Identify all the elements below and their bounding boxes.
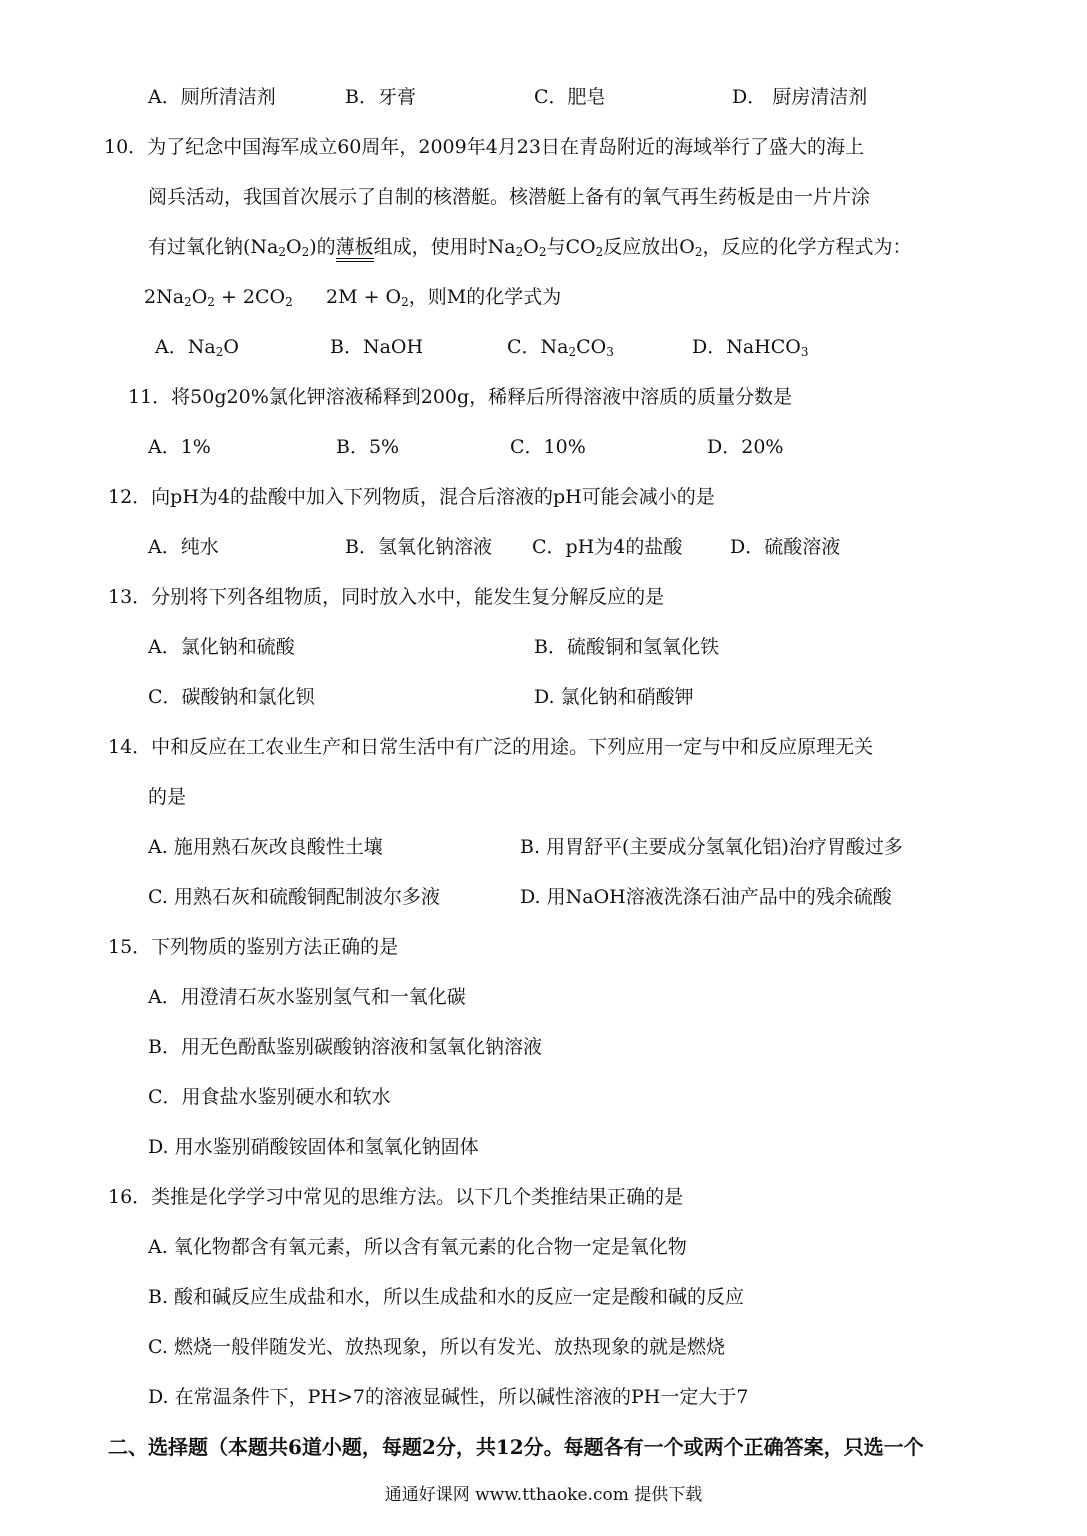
q9-option-b: B．牙膏 bbox=[345, 86, 416, 108]
q9-option-c: C．肥皂 bbox=[534, 86, 606, 108]
q12-option-d: D．硫酸溶液 bbox=[730, 536, 841, 558]
q10-line-3: 有过氧化钠$(Na_2O_2)$的薄板组成，使用时$Na_2O_2$与$CO_2$反应放出$O_2$，反应的化学方程式为： bbox=[148, 234, 911, 265]
q10-option-a: A．$Na_2O$ bbox=[155, 336, 239, 359]
q12-option-b: B．氢氧化钠溶液 bbox=[345, 536, 492, 558]
q10-line-2: 阅兵活动，我国首次展示了自制的核潜艇。核潜艇上备有的氧气再生药板是由一片片涂 bbox=[148, 186, 871, 208]
section-2-heading: 二、选择题（本题共6道小题，每题2分，共12分。每题各有一个或两个正确答案，只选一个 bbox=[108, 1435, 924, 1459]
q14-option-d: D. 用NaOH溶液洗涤石油产品中的残余硫酸 bbox=[520, 886, 892, 908]
q10-equation-right: $2M + O_2$，则M的化学式为 bbox=[326, 286, 562, 309]
q14-stem-cont: 的是 bbox=[148, 786, 187, 808]
q12-option-a: A．纯水 bbox=[148, 536, 219, 558]
q11-stem: 11．将50g20%氯化钾溶液稀释到200g，稀释后所得溶液中溶质的质量分数是 bbox=[128, 386, 793, 408]
q11-option-b: B．5% bbox=[336, 436, 400, 458]
q9-option-a: A．厕所清洁剂 bbox=[148, 86, 276, 108]
q11-option-a: A．1% bbox=[148, 436, 211, 458]
q14-stem: 14．中和反应在工农业生产和日常生活中有广泛的用途。下列应用一定与中和反应原理无关 bbox=[108, 736, 874, 758]
q16-option-a: A. 氧化物都含有氧元素，所以含有氧元素的化合物一定是氧化物 bbox=[148, 1236, 687, 1258]
q15-option-b: B．用无色酚酞鉴别碳酸钠溶液和氢氧化钠溶液 bbox=[148, 1036, 542, 1058]
q13-stem: 13．分别将下列各组物质，同时放入水中，能发生复分解反应的是 bbox=[108, 586, 665, 608]
q14-option-b: B. 用胃舒平(主要成分氢氧化铝)治疗胃酸过多 bbox=[520, 836, 903, 858]
q16-stem: 16．类推是化学学习中常见的思维方法。以下几个类推结果正确的是 bbox=[108, 1186, 684, 1208]
q15-option-a: A．用澄清石灰水鉴别氢气和一氧化碳 bbox=[148, 986, 466, 1008]
q13-option-b: B．硫酸铜和氢氧化铁 bbox=[534, 636, 719, 658]
q11-option-c: C．10% bbox=[510, 436, 586, 458]
page-footer: 通通好课网 www.tthaoke.com 提供下载 bbox=[384, 1485, 703, 1505]
q12-stem: 12．向pH为4的盐酸中加入下列物质，混合后溶液的pH可能会减小的是 bbox=[108, 486, 715, 508]
q15-stem: 15．下列物质的鉴别方法正确的是 bbox=[108, 936, 399, 958]
q11-option-d: D．20% bbox=[707, 436, 784, 458]
q13-option-a: A．氯化钠和硫酸 bbox=[148, 636, 295, 658]
q10-equation-left: $2Na_2O_2 + 2CO_2$ bbox=[144, 286, 293, 309]
q16-option-c: C. 燃烧一般伴随发光、放热现象，所以有发光、放热现象的就是燃烧 bbox=[148, 1336, 725, 1358]
q13-option-d: D. 氯化钠和硝酸钾 bbox=[534, 686, 694, 708]
q10-option-c: C．$Na_2CO_3$ bbox=[507, 336, 614, 359]
q9-option-d: D． 厨房清洁剂 bbox=[732, 86, 868, 108]
q14-option-c: C. 用熟石灰和硫酸铜配制波尔多液 bbox=[148, 886, 440, 908]
q16-option-d: D. 在常温条件下，PH>7的溶液显碱性，所以碱性溶液的PH一定大于7 bbox=[148, 1386, 749, 1408]
q12-option-c: C．pH为4的盐酸 bbox=[532, 536, 683, 558]
q15-option-d: D. 用水鉴别硝酸铵固体和氢氧化钠固体 bbox=[148, 1136, 479, 1158]
q10-option-d: D．NaHCO$_3$ bbox=[692, 336, 809, 359]
q10-option-b: B．NaOH bbox=[330, 336, 424, 358]
q13-option-c: C．碳酸钠和氯化钡 bbox=[148, 686, 315, 708]
q16-option-b: B. 酸和碱反应生成盐和水，所以生成盐和水的反应一定是酸和碱的反应 bbox=[148, 1286, 745, 1308]
q10-line-1: 10．为了纪念中国海军成立60周年，2009年4月23日在青岛附近的海域举行了盛大的海上 bbox=[104, 136, 864, 158]
q14-option-a: A. 施用熟石灰改良酸性土壤 bbox=[148, 836, 383, 858]
q15-option-c: C．用食盐水鉴别硬水和软水 bbox=[148, 1086, 391, 1108]
